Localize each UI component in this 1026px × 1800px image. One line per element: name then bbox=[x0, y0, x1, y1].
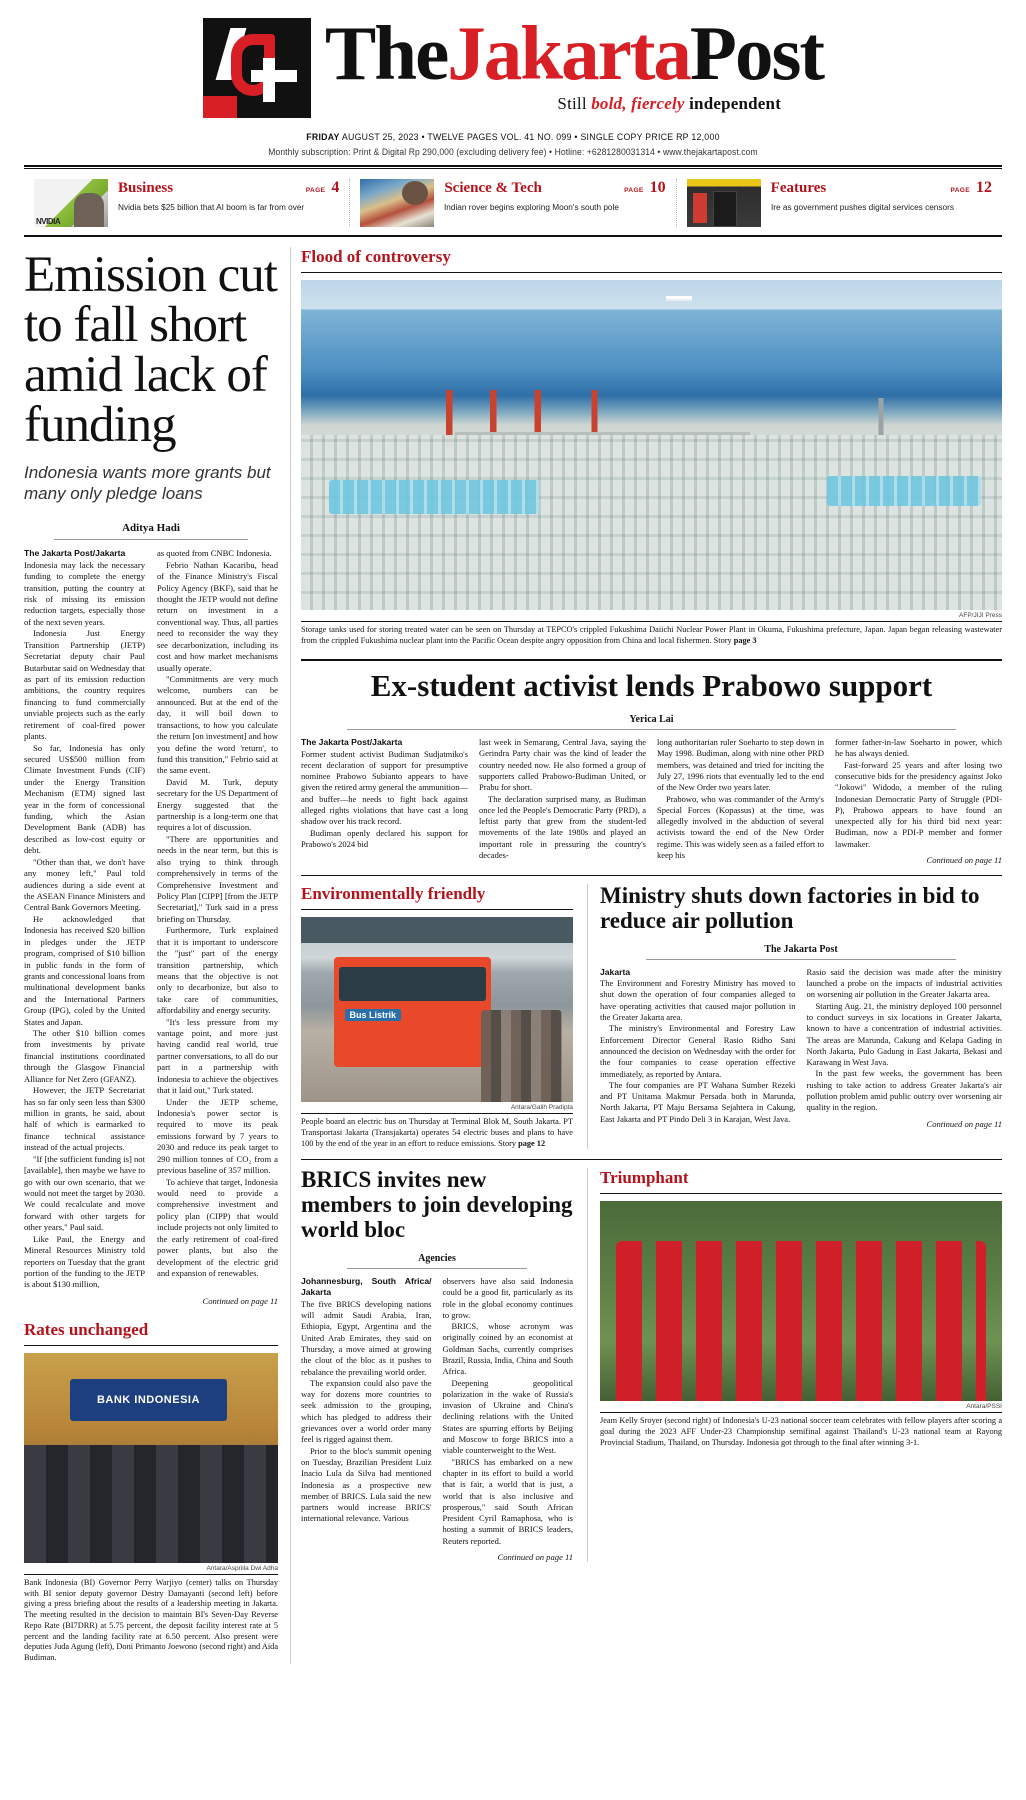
press-conference-table bbox=[24, 1445, 278, 1563]
ministry-continued-link[interactable]: Continued on page 11 bbox=[926, 1118, 1002, 1129]
teaser-title: Science & Tech bbox=[444, 180, 542, 196]
teaser-thumbnail-india-newspaper bbox=[360, 179, 434, 227]
flood-kicker: Flood of controversy bbox=[301, 247, 1002, 273]
section-divider bbox=[301, 1159, 1002, 1160]
teaser-summary: Nvidia bets $25 billion that AI boom is far from over bbox=[118, 202, 305, 212]
flood-caption bbox=[301, 621, 1002, 647]
lead-paragraph: "If [the sufficient funding is] not [available], then maybe we have to go with our own scenario, that we would not meet the target by 2030. We could recalculate and move forward with other targets for other years," Paul said. bbox=[24, 1153, 145, 1233]
teaser-summary: Ire as government pushes digital services censors bbox=[770, 202, 954, 212]
bank-indonesia-photo bbox=[24, 1353, 278, 1563]
brics-byline-divider bbox=[347, 1268, 527, 1269]
prabowo-byline: Yerica Lai bbox=[629, 714, 674, 726]
lead-paragraph: "There are opportunities and needs in the near term, but this is also trying to think through comprehensively in terms of the Comprehensive Investment and Policy Plan [CIPP] [from the JETP Secretariat]," Turk said in a press briefing on Thursday. bbox=[157, 833, 278, 924]
lead-paragraph: The other $10 billion comes from investments by private financial institutions coordinated through the Glasgow Financial Alliance for Net Zero (GFANZ). bbox=[24, 1028, 145, 1084]
prabowo-paragraph: Prabowo, who was commander of the Army's Special Forces (Kopassus) at the time, was allegedly involved in the abduction of several activists toward the end of the New Order regime. This was widely seen as a failed effort to keep his bbox=[657, 793, 824, 861]
bus-listrik-label: Bus Listrik bbox=[345, 1009, 402, 1021]
lead-paragraph: To achieve that target, Indonesia would need to provide a comprehensive investment and policy plan (CIPP) that would include projects not only limited to the early retirement of coal-fired power plants, but also the development of the electric grid and expansion of renewables. bbox=[157, 1176, 278, 1278]
teaser-bar bbox=[24, 169, 1002, 237]
teaser-page-number: 10 bbox=[649, 179, 666, 196]
brics-dateline-paragraph bbox=[301, 1276, 432, 1299]
ministry-paragraph: Starting Aug. 21, the ministry deployed 100 personnel to conduct surveys in six locations in Greater Jakarta, known to have a concentration of industrial activities. The areas are Marunda, Cakung and Kelapa Gading in North Jakarta, Pulo Gadung in East Jakarta, Bekasi and Karawang in West Java. bbox=[806, 1000, 1002, 1068]
teaser-summary: Indian rover begins exploring Moon's south pole bbox=[444, 202, 620, 212]
blue-tanks-left bbox=[329, 480, 539, 514]
lead-paragraph: "Commitments are very much welcome, numbers can be announced. But at the end of the day, it will boil down to transactions, to how you calculate the return [on investment] and how you define the word 'return', to fund this transition," Febrio said at the same event. bbox=[157, 673, 278, 776]
dateline-details: AUGUST 25, 2023 • TWELVE PAGES VOL. 41 NO. 099 • SINGLE COPY PRICE RP 12,000 bbox=[339, 132, 720, 143]
section-divider bbox=[301, 659, 1002, 661]
prabowo-paragraph: The declaration surprised many, as Budiman once led the People's Democratic Party (PRD), a leftist party that grew from the student-led movements of the late 1980s and played an important role in pressuring the country's decades- bbox=[479, 793, 646, 861]
teaser-page-label: PAGE bbox=[305, 187, 326, 194]
right-column bbox=[290, 247, 1002, 1664]
ministry-body bbox=[600, 967, 1002, 1129]
teaser-page-number: 12 bbox=[975, 179, 992, 196]
brics-paragraph: "BRICS has embarked on a new chapter in its effort to build a world that is fair, a world that is just, a world that is also inclusive and prosperous," said South African President Cyril Ramaphosa, who is hosting a summit of BRICS leaders, Reuters reported. bbox=[442, 1456, 573, 1546]
tagline-pre: Still bbox=[557, 93, 592, 113]
triumphant-caption: Jeam Kelly Sroyer (second right) of Indonesia's U-23 national soccer team celebrates with fellow players after scoring a goal during the 2023 AFF Under-23 Championship semifinal against Thailand's U-23 national team at Rayong Provincial Stadium, Thailand, on Thursday. Indonesia got through to the final after winning 3-1. bbox=[600, 1412, 1002, 1448]
prabowo-paragraph: Budiman openly declared his support for Prabowo's 2024 bid bbox=[301, 827, 468, 849]
brics-block bbox=[301, 1168, 573, 1562]
tagline-post: independent bbox=[684, 93, 782, 113]
prabowo-paragraph: Fast-forward 25 years and after losing two consecutive bids for the presidency against Joko "Jokowi" Widodo, a member of the ruling Indonesian Democratic Party of Struggle (PDI-P), Prabowo appears to have found an unexpected ally for his third bid next year: Budiman, now a PDI-P member and former lawmaker. bbox=[835, 759, 1002, 849]
flood-caption-text: Storage tanks used for storing treated water can be seen on Thursday at TEPCO's crippled Fukushima Daiichi Nuclear Power Plant in Okuma, Fukushima prefecture, Japan. Japan began releasing wastewater from the crippled Fukushima nuclear plant into the Pacific Ocean despite angry opposition from China and local fishermen. bbox=[301, 625, 1002, 645]
wordmark-the: The bbox=[324, 10, 448, 96]
subscription-line: Monthly subscription: Print & Digital Rp 290,000 (excluding delivery fee) • Hotline: +6281280031314 • www.thejakartapost.com bbox=[268, 147, 758, 157]
triumphant-photo-credit: Antara/PSSI bbox=[966, 1403, 1002, 1411]
fukushima-photo bbox=[301, 280, 1002, 610]
teaser-features[interactable] bbox=[676, 179, 1002, 227]
teaser-thumbnail-nvidia bbox=[34, 179, 108, 227]
ministry-paragraph: In the past few weeks, the government has been rushing to take action to address Greater Jakarta's air pollution problem amid public outcry over worsening air quality in the region. bbox=[806, 1068, 1002, 1113]
ministry-paragraph: The four companies are PT Wahana Sumber Rezeki and PT Unitama Makmur Persada both in Marunda, North Jakarta, PT Maju Bersama Sejahtera in Cakung, East Jakarta and PT Pindo Deli 3 in Karajan, West Java. bbox=[600, 1079, 796, 1124]
ship-icon bbox=[666, 296, 692, 301]
soccer-players bbox=[616, 1241, 986, 1401]
lead-story-body bbox=[24, 548, 278, 1290]
bank-indonesia-banner-text: BANK INDONESIA bbox=[96, 1393, 200, 1406]
teaser-title: Features bbox=[770, 180, 827, 196]
rates-kicker: Rates unchanged bbox=[24, 1320, 278, 1346]
lead-paragraph: as quoted from CNBC Indonesia. bbox=[157, 548, 272, 559]
brics-triumphant-row bbox=[301, 1168, 1002, 1562]
lead-continued-link[interactable]: Continued on page 11 bbox=[202, 1295, 278, 1306]
lead-paragraph: Like Paul, the Energy and Mineral Resources Ministry told reporters on Tuesday that the grant portion of the funding to the JETP is about $130 million, bbox=[24, 1233, 145, 1290]
masthead-wordmark bbox=[324, 10, 824, 96]
lead-paragraph: Furthermore, Turk explained that it is important to underscore the "just" part of the energy transition partnership, which means that the objective is not only to decarbonize, but also to take care of communities, affordability and energy security. bbox=[157, 925, 278, 1016]
brics-byline: Agencies bbox=[418, 1252, 456, 1264]
teaser-page-label: PAGE bbox=[624, 187, 644, 194]
ministry-dateline-paragraph bbox=[600, 967, 796, 978]
lead-paragraph: Under the JETP scheme, Indonesia's power sector is required to move its peak emissions forward by 7 years to 2030 and reduce its peak target to 290 million tonnes of CO₂ from a previous baseline of 357 million. bbox=[157, 1096, 278, 1176]
teaser-business[interactable] bbox=[24, 179, 349, 227]
rates-photo-credit: Antara/Aspriila Dwi Adha bbox=[206, 1564, 278, 1572]
prabowo-body bbox=[301, 737, 1002, 865]
masthead-tagline bbox=[557, 94, 781, 114]
prabowo-continued-link[interactable]: Continued on page 11 bbox=[926, 855, 1002, 866]
brics-body bbox=[301, 1276, 573, 1562]
env-story-label: Story bbox=[498, 1138, 519, 1148]
ministry-paragraph: Rasio said the decision was made after the ministry launched a probe on the impacts of industrial activities on worsening air pollution in the Greater Jakarta area. bbox=[806, 966, 1002, 1000]
lead-dateline-paragraph bbox=[24, 548, 145, 559]
prabowo-paragraph: former father-in-law Soeharto in power, which he has always denied. bbox=[835, 737, 1002, 759]
lead-paragraph: Febrio Nathan Kacaribu, head of the Finance Ministry's Fiscal Policy Agency (BKF), said that he thought the JETP would not define return on investment in a conventional way. Thus, all parties need to reconsider the way they see decarbonization, including its cost and how market mechanisms usually operate. bbox=[157, 559, 278, 673]
jakarta-post-logo-icon bbox=[203, 18, 311, 118]
environment-block bbox=[301, 884, 573, 1149]
brics-paragraph: The five BRICS developing nations will admit Saudi Arabia, Iran, Ethiopia, Egypt, Argentina and the United Arab Emirates, they said on Thursday, a move aimed at growing the clout of the bloc as it pushes to rebalance the prevailing world order. bbox=[301, 1298, 432, 1377]
prabowo-dateline: The Jakarta Post/Jakarta bbox=[301, 737, 403, 748]
lead-byline: Aditya Hadi bbox=[122, 522, 180, 535]
prabowo-byline-divider bbox=[347, 729, 956, 730]
masthead-wordmark-block bbox=[324, 10, 824, 114]
ministry-byline: The Jakarta Post bbox=[764, 943, 838, 955]
prabowo-dateline-paragraph bbox=[301, 737, 468, 748]
triumphant-kicker: Triumphant bbox=[600, 1168, 1002, 1194]
teaser-science-tech[interactable] bbox=[349, 179, 675, 227]
triumphant-block bbox=[587, 1168, 1002, 1562]
teaser-title: Business bbox=[118, 180, 174, 196]
brics-paragraph: observers have also said Indonesia could be a good fit, particularly as its role in the global economy continues to grow. bbox=[442, 1275, 573, 1320]
lead-paragraph: He acknowledged that Indonesia has received $20 billion in pledges under the JETP program, comprised of $10 billion in public funds in the form of grants and concessional loans from multinational development banks and the International Partners Group (IPG), coled by the United States and Japan. bbox=[24, 913, 145, 1027]
env-story-page-link[interactable]: page 12 bbox=[518, 1138, 546, 1148]
brics-headline[interactable]: BRICS invites new members to join developing world bloc bbox=[301, 1167, 573, 1243]
wordmark-post: Post bbox=[689, 10, 824, 96]
brics-paragraph: BRICS, whose acronym was originally coined by an economist at Goldman Sachs, currently comprises Brazil, Russia, India, China and South Africa. bbox=[442, 1321, 573, 1377]
flood-story-page-link[interactable]: page 3 bbox=[733, 635, 757, 645]
ministry-byline-divider bbox=[646, 959, 956, 960]
dateline-day: FRIDAY bbox=[306, 132, 340, 143]
tagline-red: bold, fiercely bbox=[591, 93, 685, 113]
ministry-paragraph: The Environment and Forestry Ministry has moved to shut down the operation of four companies alleged to have operating activities that caused major pollution in the Greater Jakarta area. bbox=[600, 978, 796, 1023]
main-content bbox=[24, 237, 1002, 1664]
lead-paragraph: David M. Turk, deputy secretary for the US Department of Energy suggested that the partnership is a long-term one that requires a lot of discussion. bbox=[157, 776, 278, 833]
lead-paragraph: However, the JETP Secretariat has so far only seen less than $300 million in grants, he said, about half of which is earmarked to finance technical assistance instead of the actual projects. bbox=[24, 1085, 145, 1153]
env-caption bbox=[301, 1113, 573, 1149]
teaser-thumbnail-netflix bbox=[687, 179, 761, 227]
issue-dateline bbox=[63, 132, 963, 143]
brics-continued-link[interactable]: Continued on page 11 bbox=[497, 1552, 573, 1563]
rates-caption: Bank Indonesia (BI) Governor Perry Warjiyo (center) talks on Thursday with BI senior deputy governor Destry Damayanti (second left) before giving a press briefing about the results of a leadership meeting in Jakarta. The meeting resulted in the decision to maintain BI's Seven-Day Reverse Repo Rate (BI7DRR) at 5.75 percent, the deposit facility interest rate at 5 percent and the landing facility rate at 6.50 percent. Also present were deputies Juda Agung (left), Doni Primanto Joewono (second right) and Aida Budiman. bbox=[24, 1574, 278, 1664]
brics-paragraph: The expansion could also pave the way for dozens more countries to seek admission to the grouping, which has pledged to address their grievances over a world order many feel is rigged against them. bbox=[301, 1377, 432, 1445]
lead-paragraph: So far, Indonesia has only secured US$500 million from Climate Investment Funds (CIF) under the Energy Transition Mechanism (ETM) signed last year in the form of concessional funding, which the Asian Development Bank (ADB) has described as low-cost equity or debt. bbox=[24, 742, 145, 856]
lead-paragraph: Indonesia Just Energy Transition Partnership (JETP) Secretariat deputy chair Paul Butarbutar said on Wednesday that as part of its emission reduction ambitions, the country requires financing to fund commercially unviable projects such as the early retirement of coal-fired power plants. bbox=[24, 628, 145, 742]
ministry-block bbox=[587, 884, 1002, 1149]
lead-paragraph: "It's less pressure from my vantage point, and more just having candid real world, true partner conversations, to all do our part in a partnership with Indonesia to achieve the objectives that it laid out," Turk stated. bbox=[157, 1016, 278, 1096]
prabowo-paragraph: long authoritarian ruler Soeharto to step down in May 1998. Budiman, along with nine other PRD members, was detained and tried for inciting the July 27, 1996 riots that eventually led to the end of the New Order two years later. bbox=[657, 737, 824, 793]
lead-deck: Indonesia wants more grants but many only pledge loans bbox=[24, 462, 271, 503]
bus-window bbox=[339, 967, 486, 1001]
terminal-roof bbox=[301, 917, 573, 943]
section-divider bbox=[301, 875, 1002, 876]
byline-divider bbox=[54, 539, 248, 540]
lead-paragraph: Indonesia may lack the necessary funding to complete the energy transition, putting the country at risk of missing its emission reduction targets, especially those of the next seven years. bbox=[24, 559, 145, 627]
env-caption-text: People board an electric bus on Thursday at Terminal Blok M, South Jakarta. PT Transportasi Jakarta (Transjakarta) operates 54 electric buses and plans to have 100 by the end of the year in an effort to reduce emissions. bbox=[301, 1117, 573, 1148]
bank-indonesia-banner bbox=[70, 1379, 227, 1421]
lead-story-column bbox=[24, 247, 290, 1664]
ministry-dateline: Jakarta bbox=[600, 966, 631, 977]
prabowo-paragraph: last week in Semarang, Central Java, saying the Gerindra Party chair was the kind of leader the country needed now. He also formed a group of supporters called Prabowo-Budiman United, or Prabu for short. bbox=[479, 737, 646, 793]
env-ministry-row bbox=[301, 884, 1002, 1149]
storage-tanks-field bbox=[301, 435, 1002, 610]
lead-dateline: The Jakarta Post/Jakarta bbox=[24, 548, 126, 559]
wordmark-jakarta: Jakarta bbox=[447, 10, 690, 96]
blue-tanks-right bbox=[827, 476, 981, 506]
brics-dateline: Johannesburg, South Africa/ Jakarta bbox=[301, 1275, 432, 1298]
electric-bus-photo bbox=[301, 917, 573, 1102]
ministry-headline[interactable]: Ministry shuts down factories in bid to reduce air pollution bbox=[600, 883, 980, 933]
env-kicker: Environmentally friendly bbox=[301, 884, 573, 910]
brics-paragraph: Prior to the bloc's summit opening on Tuesday, Brazilian President Luiz Inacio Lula da Silva had mentioned Indonesia as a prospective new member of BRICS. Lula said the new partners would increase BRICS' international relevance. Various bbox=[301, 1445, 432, 1524]
brics-paragraph: Deepening geopolitical polarization in the wake of Russia's invasion of Ukraine and China's declining relations with the United States are spurring efforts by Beijing and Moscow to forge BRICS into a viable counterweight to the West. bbox=[442, 1377, 573, 1456]
flood-photo-credit: AFP/JIJI Press bbox=[959, 612, 1002, 619]
prabowo-headline[interactable]: Ex-student activist lends Prabowo support bbox=[370, 667, 933, 703]
football-celebration-photo bbox=[600, 1201, 1002, 1401]
prabowo-paragraph: Former student activist Budiman Sudjatmiko's recent declaration of support for presumptive nominee Prabowo Subianto appears to have given the retired army general the ammunition—and buffer—he needs to fight back against alleged rights violations that have cast a long shadow over his track record. bbox=[301, 748, 468, 827]
teaser-page-label: PAGE bbox=[950, 187, 970, 194]
boarding-passengers bbox=[481, 1010, 563, 1102]
lead-headline[interactable]: Emission cut to fall short amid lack of funding bbox=[24, 247, 277, 453]
lead-paragraph: "Other than that, we don't have any money left," Paul told audiences during a side event at the ASEAN Finance Ministers and Central Bank Governors Meeting. bbox=[24, 856, 145, 913]
teaser-page-number: 4 bbox=[331, 179, 340, 196]
flood-story-label: Story bbox=[713, 635, 734, 645]
env-photo-credit: Antara/Galih Pradipta bbox=[510, 1104, 573, 1112]
masthead bbox=[24, 0, 1002, 118]
ministry-paragraph: The ministry's Environmental and Forestry Law Enforcement Director General Rasio Ridho Sani announced the decision on Wednesday with the order for the four companies to cease operation effective immediately, as reported by Antara. bbox=[600, 1023, 796, 1079]
